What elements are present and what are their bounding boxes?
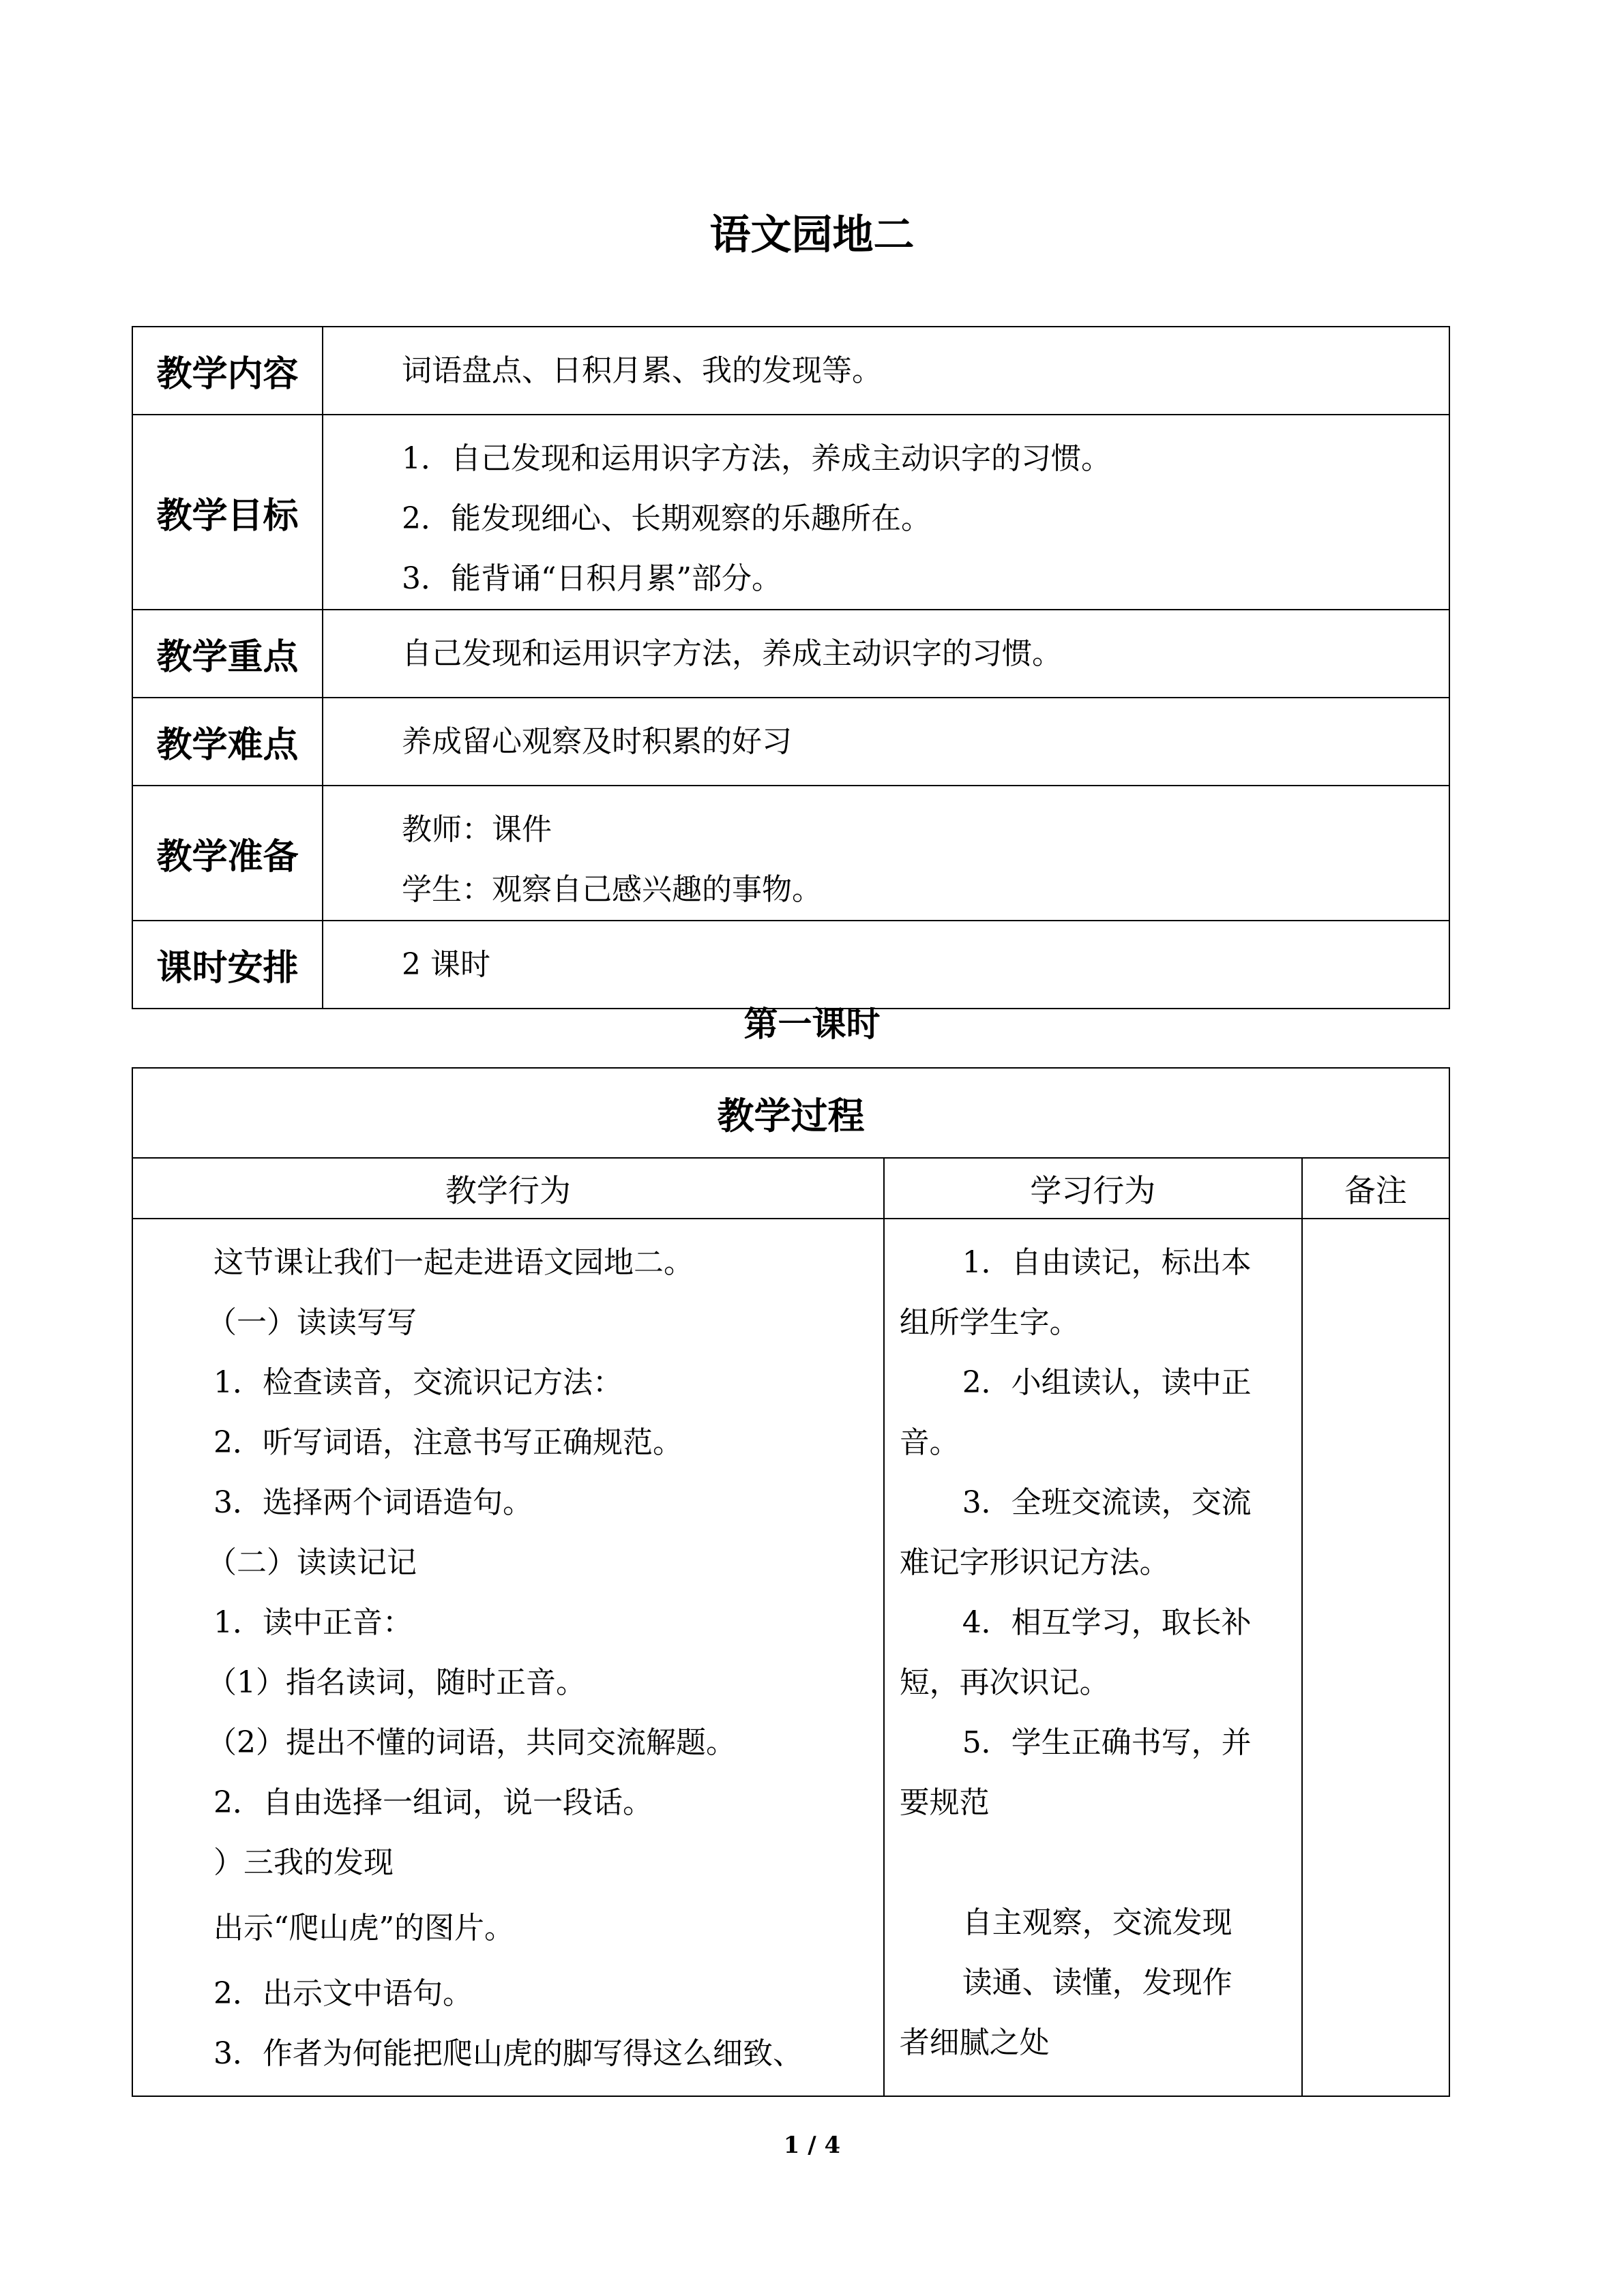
text-line: 者细腻之处 bbox=[899, 2025, 1050, 2060]
text-line: 音。 bbox=[899, 1425, 960, 1460]
text-line: （一）读读写写 bbox=[207, 1305, 417, 1340]
page-number: 1 / 4 bbox=[783, 2132, 841, 2159]
value-teaching-difficulties bbox=[323, 698, 1449, 786]
text-line: 学生：观察自己感兴趣的事物。 bbox=[402, 872, 822, 907]
value-teaching-key-points bbox=[323, 610, 1449, 698]
lesson-heading: 第一课时 bbox=[743, 1004, 881, 1044]
teaching-behavior-cell bbox=[132, 1219, 884, 2096]
value-class-schedule bbox=[323, 921, 1449, 1009]
lesson-info-table bbox=[132, 326, 1450, 1009]
text-line: 组所学生字。 bbox=[899, 1305, 1080, 1340]
label-teaching-preparation: 教学准备 bbox=[132, 786, 323, 921]
value-teaching-objectives bbox=[323, 415, 1449, 610]
label-teaching-key-points: 教学重点 bbox=[132, 610, 323, 698]
teaching-process-table bbox=[132, 1067, 1450, 2097]
text-line: 词语盘点、日积月累、我的发现等。 bbox=[402, 353, 882, 388]
text-line: 读通、读懂，发现作 bbox=[962, 1965, 1232, 2000]
value-teaching-content bbox=[323, 327, 1449, 415]
value-teaching-preparation bbox=[323, 786, 1449, 921]
row-difficulties bbox=[132, 698, 1449, 786]
blank-line bbox=[900, 1833, 1301, 1893]
row-schedule bbox=[132, 921, 1449, 1009]
learning-behavior-cell bbox=[884, 1219, 1302, 2096]
text-line: 3．能背诵“日积月累”部分。 bbox=[402, 561, 782, 596]
row-objectives bbox=[132, 415, 1449, 610]
text-line: 3．全班交流读，交流 bbox=[962, 1485, 1252, 1520]
text-line: 1．自由读记，标出本 bbox=[962, 1245, 1252, 1280]
label-teaching-objectives: 教学目标 bbox=[132, 415, 323, 610]
column-header-teaching: 教学行为 bbox=[132, 1158, 884, 1219]
row-preparation bbox=[132, 786, 1449, 921]
text-line: 2．小组读认，读中正 bbox=[962, 1365, 1252, 1400]
text-line: 2．出示文中语句。 bbox=[213, 1976, 473, 2011]
text-line: 2．听写词语，注意书写正确规范。 bbox=[213, 1425, 683, 1460]
text-line: 1．检查读音，交流识记方法： bbox=[213, 1365, 623, 1400]
column-header-notes: 备注 bbox=[1302, 1158, 1449, 1219]
column-header-learning: 学习行为 bbox=[884, 1158, 1302, 1219]
text-line: 出示“爬山虎”的图片。 bbox=[213, 1911, 514, 1945]
text-line: 短，再次识记。 bbox=[899, 1665, 1110, 1700]
text-line: ）三我的发现 bbox=[213, 1845, 394, 1880]
label-teaching-content: 教学内容 bbox=[132, 327, 323, 415]
text-line: 4．相互学习，取长补 bbox=[962, 1605, 1252, 1640]
text-line: （2）提出不懂的词语，共同交流解题。 bbox=[207, 1725, 736, 1760]
text-line: 自己发现和运用识字方法，养成主动识字的习惯。 bbox=[402, 636, 1062, 671]
text-line: 要规范 bbox=[899, 1785, 990, 1820]
text-line: 1．读中正音： bbox=[213, 1605, 413, 1640]
process-title: 教学过程 bbox=[132, 1068, 1449, 1158]
text-line: 5．学生正确书写，并 bbox=[962, 1725, 1252, 1760]
row-content bbox=[132, 327, 1449, 415]
text-line: （1）指名读词，随时正音。 bbox=[207, 1665, 586, 1700]
text-line: 3．作者为何能把爬山虎的脚写得这么细致、 bbox=[213, 2036, 803, 2071]
text-line: 2．自由选择一组词，说一段话。 bbox=[213, 1785, 653, 1820]
notes-cell bbox=[1302, 1219, 1449, 2096]
text-line: 1．自己发现和运用识字方法，养成主动识字的习惯。 bbox=[402, 441, 1111, 476]
text-line: （二）读读记记 bbox=[207, 1545, 417, 1580]
text-line: 2 课时 bbox=[402, 947, 490, 982]
text-line: 这节课让我们一起走进语文园地二。 bbox=[213, 1245, 694, 1280]
label-class-schedule: 课时安排 bbox=[132, 921, 323, 1009]
text-line: 教师：课件 bbox=[402, 812, 552, 847]
text-line: 养成留心观察及时积累的好习 bbox=[402, 724, 792, 759]
text-line: 难记字形识记方法。 bbox=[899, 1545, 1170, 1580]
text-line: 3．选择两个词语造句。 bbox=[213, 1485, 533, 1520]
row-key-points bbox=[132, 610, 1449, 698]
page-title: 语文园地二 bbox=[709, 211, 915, 259]
text-line: 2．能发现细心、长期观察的乐趣所在。 bbox=[402, 501, 931, 536]
label-teaching-difficulties: 教学难点 bbox=[132, 698, 323, 786]
text-line: 自主观察，交流发现 bbox=[962, 1905, 1232, 1940]
